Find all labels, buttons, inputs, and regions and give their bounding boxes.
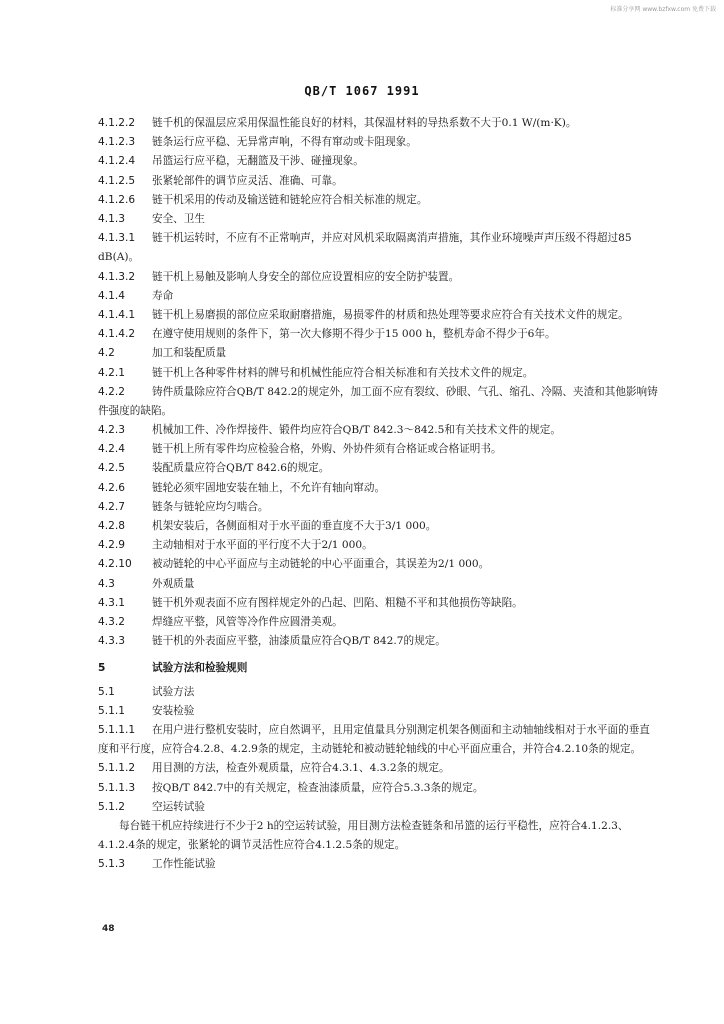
clause-number: 4.2.4 <box>98 443 125 456</box>
clause-text: 机械加工件、冷作焊接件、锻件均应符合QB/T 842.3～842.5和有关技术文件的规定。 <box>152 424 561 437</box>
clause-number: 4.1.3 <box>98 212 125 225</box>
clause-text: 链干机采用的传动及输送链和链轮应符合相关标准的规定。 <box>152 193 428 206</box>
clause-number: 4.2.3 <box>98 424 125 437</box>
clause-line <box>98 536 658 555</box>
clause-line <box>98 594 658 613</box>
subsection-heading <box>98 287 658 306</box>
clause-text: 铸件质量除应符合QB/T 842.2的规定外，加工面不应有裂纹、砂眼、气孔、缩孔、冷隔、夹渣和其他影响铸件强度的缺陷。 <box>98 385 658 417</box>
clause-text: 链干机上易磨损的部位应采取耐磨措施，易损零件的材质和热处理等要求应符合有关技术文件的规定。 <box>152 308 629 321</box>
clause-paragraph <box>98 306 658 325</box>
clause-number: 5.1.1 <box>98 704 125 717</box>
clause-number: 5.1.1.1 <box>98 723 136 736</box>
clause-text: 加工和装配质量 <box>152 347 227 360</box>
clause-text: 在遵守使用规则的条件下，第一次大修期不得少于15 000 h，整机寿命不得少于6年。 <box>152 328 556 341</box>
clause-number: 4.1.2.6 <box>98 193 136 206</box>
clause-number: 5.1.1.3 <box>98 781 136 794</box>
clause-text: 吊篮运行应平稳，无翻篮及干涉、碰撞现象。 <box>152 155 364 168</box>
clause-text: 链轮必须牢固地安装在轴上，不允许有轴向窜动。 <box>152 481 386 494</box>
clause-text: 安全、卫生 <box>152 212 205 225</box>
clause-number: 4.1.2.2 <box>98 117 136 129</box>
clause-line <box>98 440 658 459</box>
clause-text: 安装检验 <box>152 704 195 717</box>
clause-line <box>98 152 658 171</box>
clause-number: 4.1.2.5 <box>98 174 136 187</box>
clause-text: 在用户进行整机安装时，应自然调平，且用定值量具分别测定机架各侧面和主动轴轴线相对于水平面的垂直度和平行度，应符合4.2.8、4.2.9条的规定，主动链轮和被动链轮轴线的中心平面应重合，并符合4.2.10条的规定。 <box>98 723 650 756</box>
clause-paragraph <box>98 114 658 133</box>
clause-line <box>98 133 658 152</box>
subsection-heading <box>98 344 658 363</box>
clause-number: 4.1.3.1 <box>98 232 136 245</box>
clause-number: 4.3.3 <box>98 635 125 648</box>
clause-text: 装配质量应符合QB/T 842.6的规定。 <box>152 462 330 475</box>
subsection-heading <box>98 798 658 817</box>
clause-number: 5.1.1.2 <box>98 762 136 775</box>
clause-line <box>98 268 658 287</box>
clause-paragraph <box>98 229 658 267</box>
clause-number: 4.2.5 <box>98 462 125 475</box>
clause-line <box>98 421 658 440</box>
clause-text: 链干机外观表面不应有图样规定外的凸起、凹陷、粗糙不平和其他损伤等缺陷。 <box>152 596 523 609</box>
clause-text: 链干机上所有零件均应检验合格，外购、外协件须有合格证或合格证明书。 <box>152 443 502 456</box>
document-code: QB/T 1067 1991 <box>304 84 420 98</box>
clause-text: 每台链干机应持续进行不少于2 h的空运转试验，用目测方法检查链条和吊篮的运行平稳性，应符合4.1.2.3、4.1.2.4条的规定，张紧轮的调节灵活性应符合4.1.2.5条的规定。 <box>98 819 629 852</box>
clause-number: 5 <box>98 662 106 675</box>
subsection-heading <box>98 210 658 229</box>
clause-text: 用目测的方法，检查外观质量，应符合4.3.1、4.3.2条的规定。 <box>152 762 450 775</box>
watermark: 标准分享网 www.bzfxw.com 免费下载 <box>610 6 716 13</box>
clause-number: 4.1.4 <box>98 289 125 302</box>
clause-text: 链干机上易触及影响人身安全的部位应设置相应的安全防护装置。 <box>152 270 460 283</box>
section-heading <box>98 659 658 678</box>
subsection-heading <box>98 683 658 702</box>
clause-number: 4.3.1 <box>98 596 125 609</box>
clause-text: 寿命 <box>152 289 174 302</box>
clause-line <box>98 191 658 210</box>
clause-line <box>98 759 658 778</box>
clause-line <box>98 364 658 383</box>
clause-line <box>98 517 658 536</box>
clause-paragraph <box>98 721 658 759</box>
clause-number: 4.1.2.3 <box>98 136 136 149</box>
clause-number: 4.2.10 <box>98 558 132 571</box>
clause-text: 链干机上各种零件材料的牌号和机械性能应符合相关标准和有关技术文件的规定。 <box>152 366 534 379</box>
clause-line <box>98 172 658 191</box>
clause-text: 工作性能试验 <box>152 858 216 871</box>
subsection-heading <box>98 575 658 594</box>
clause-line <box>98 325 658 344</box>
clause-text: 链条与链轮应均匀啮合。 <box>152 500 269 513</box>
clause-number: 4.1.4.2 <box>98 328 136 341</box>
clause-line <box>98 632 658 651</box>
clause-number: 4.1.2.4 <box>98 155 136 168</box>
clause-text: 空运转试验 <box>152 800 205 813</box>
document-body <box>98 114 658 874</box>
page-number: 48 <box>102 924 115 934</box>
clause-text: 链干机运转时，不应有不正常响声，并应对风机采取隔离消声措施，其作业环境噪声声压级不得超过85 dB(A)。 <box>98 232 632 264</box>
clause-line <box>98 779 658 798</box>
clause-text: 按QB/T 842.7中的有关规定，检查油漆质量，应符合5.3.3条的规定。 <box>152 781 484 794</box>
clause-text: 外观质量 <box>152 577 195 590</box>
clause-text: 链千机的保温层应采用保温性能良好的材料，其保温材料的导热系数不大于0.1 W/(m·K)。 <box>152 117 577 129</box>
clause-number: 4.2.7 <box>98 500 125 513</box>
clause-text: 主动轴相对于水平面的平行度不大于2/1 000。 <box>152 539 373 552</box>
clause-text: 被动链轮的中心平面应与主动链轮的中心平面重合，其误差为2/1 000。 <box>152 558 490 571</box>
subsection-heading <box>98 702 658 721</box>
body-paragraph <box>98 817 658 855</box>
clause-number: 4.2.2 <box>98 385 125 398</box>
clause-number: 5.1.2 <box>98 800 125 813</box>
clause-line <box>98 613 658 632</box>
clause-text: 张紧轮部件的调节应灵活、准确、可靠。 <box>152 174 343 187</box>
clause-text: 焊缝应平整，风管等冷作件应圆滑美观。 <box>152 615 343 628</box>
clause-text: 机架安装后，各侧面相对于水平面的垂直度不大于3/1 000。 <box>152 520 437 533</box>
clause-number: 4.2 <box>98 347 115 360</box>
clause-text: 链干机的外表面应平整，油漆质量应符合QB/T 842.7的规定。 <box>152 635 446 648</box>
clause-text: 链条运行应平稳、无异常声响，不得有窜动或卡阻现象。 <box>152 136 417 149</box>
clause-number: 4.1.3.2 <box>98 270 136 283</box>
clause-line <box>98 555 658 574</box>
clause-text: 试验方法和检验规则 <box>152 662 248 675</box>
clause-line <box>98 459 658 478</box>
clause-number: 4.1.4.1 <box>98 308 136 321</box>
clause-number: 4.3.2 <box>98 615 125 628</box>
clause-line <box>98 498 658 517</box>
clause-number: 4.2.8 <box>98 520 125 533</box>
clause-number: 4.3 <box>98 577 115 590</box>
clause-number: 4.2.1 <box>98 366 125 379</box>
clause-paragraph <box>98 383 658 421</box>
clause-line <box>98 479 658 498</box>
clause-number: 5.1 <box>98 685 115 698</box>
subsection-heading <box>98 855 658 874</box>
clause-number: 4.2.6 <box>98 481 125 494</box>
clause-number: 4.2.9 <box>98 539 125 552</box>
clause-text: 试验方法 <box>152 685 195 698</box>
clause-number: 5.1.3 <box>98 858 125 871</box>
